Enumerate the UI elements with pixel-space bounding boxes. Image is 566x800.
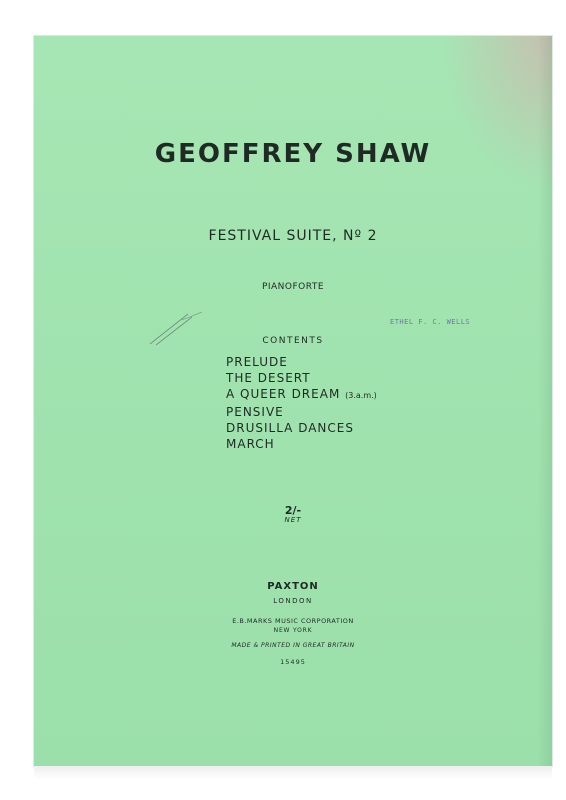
list-item — [226, 354, 377, 370]
price-block — [34, 504, 552, 524]
us-publisher-city: NEW YORK — [273, 627, 313, 634]
list-item — [226, 370, 377, 386]
contents-heading: CONTENTS — [262, 336, 324, 346]
work-title: FESTIVAL SUITE, Nº 2 — [208, 228, 378, 244]
us-publisher: E.B.MARKS MUSIC CORPORATION — [232, 617, 354, 625]
price-value: 2/- — [284, 504, 302, 517]
movement-title: A QUEER DREAM — [226, 387, 341, 401]
movement-title: PRELUDE — [226, 355, 288, 369]
contents-list — [226, 354, 377, 452]
movement-title: THE DESERT — [226, 371, 311, 385]
score-cover — [34, 36, 552, 766]
publisher-name: PAXTON — [267, 581, 319, 592]
catalog-number: 15495 — [280, 658, 306, 666]
printing-note: MADE & PRINTED IN GREAT BRITAIN — [231, 642, 355, 649]
composer-name: GEOFFREY SHAW — [154, 139, 432, 169]
list-item — [226, 404, 377, 420]
publisher-city: LONDON — [273, 597, 313, 605]
list-item — [226, 436, 377, 452]
movement-title: PENSIVE — [226, 405, 284, 419]
instrument-label: PIANOFORTE — [261, 282, 325, 292]
movement-note: (3.a.m.) — [345, 391, 377, 400]
list-item — [226, 420, 377, 436]
scan-margin — [34, 766, 552, 800]
price-label: NET — [284, 516, 302, 524]
owner-stamp: ETHEL F. C. WELLS — [390, 318, 471, 326]
movement-title: DRUSILLA DANCES — [226, 421, 354, 435]
movement-title: MARCH — [226, 437, 275, 451]
list-item — [226, 386, 377, 404]
